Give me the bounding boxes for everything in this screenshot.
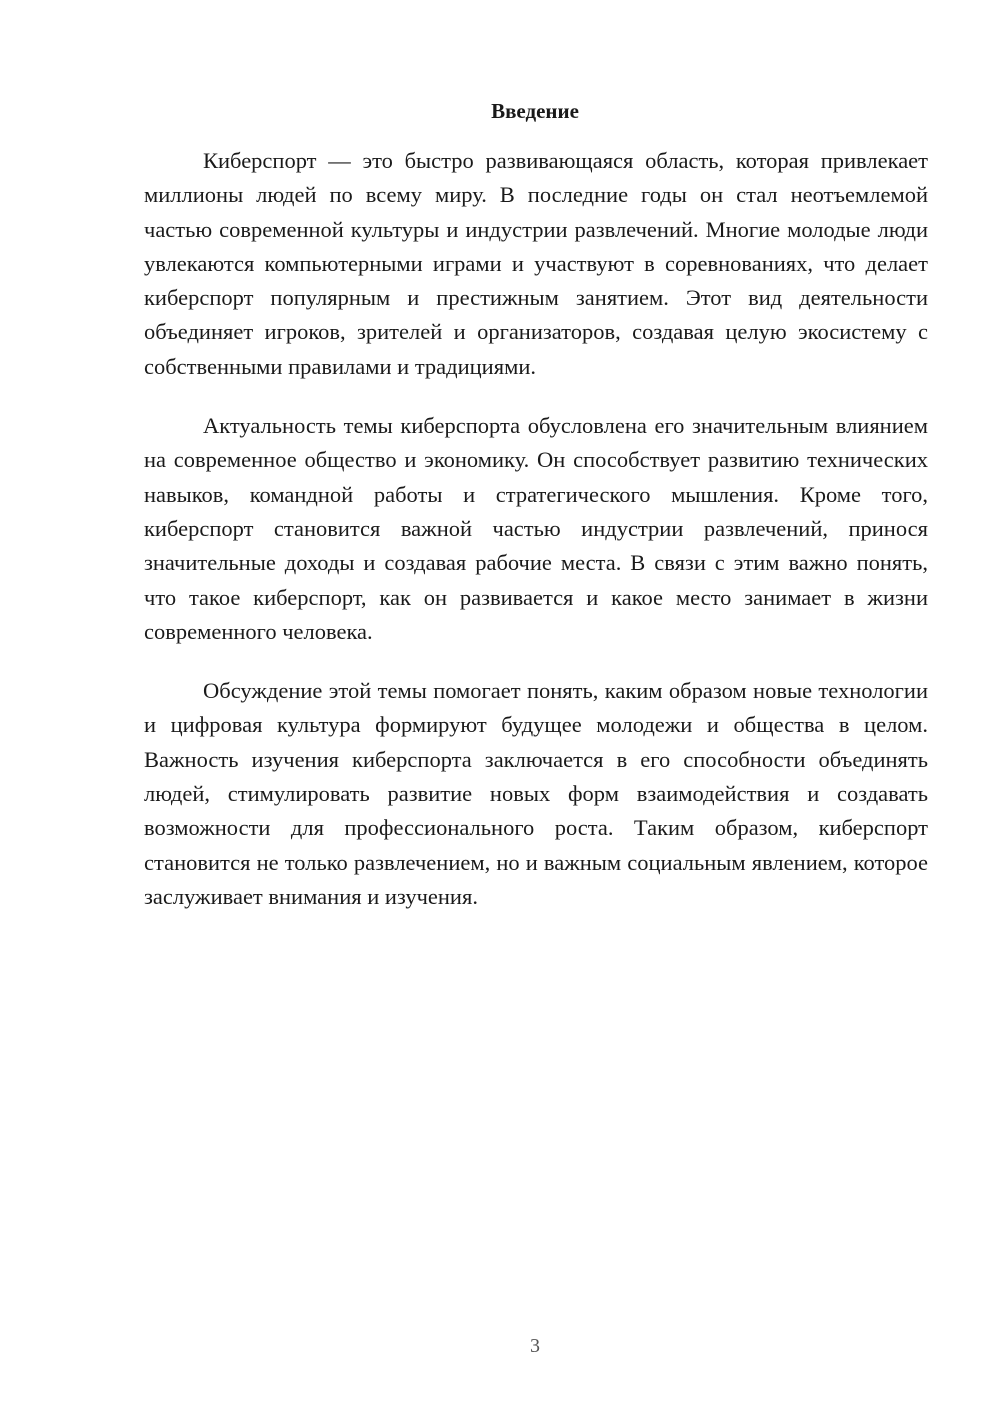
section-heading: Введение (491, 99, 579, 123)
paragraph-2: Актуальность темы киберспорта обусловлена его значительным влиянием на современное общество и экономику. Он способствует развитию технических навыков, командной работы и стратегического мышления. Кроме того, киберспорт становится важной частью индустрии развлечений, принося значительные доходы и создавая рабочие места. В связи с этим важно понять, что такое киберспорт, как он развивается и какое место занимает в жизни современного человека. (144, 413, 928, 644)
page-number: 3 (530, 1335, 540, 1357)
paragraph-1: Киберспорт — это быстро развивающаяся область, которая привлекает миллионы людей по всему миру. В последние годы он стал неотъемлемой частью современной культуры и индустрии развлечений. Многие молодые люди увлекаются компьютерными играми и участвуют в соревнованиях, что делает киберспорт популярным и престижным занятием. Этот вид деятельности объединяет игроков, зрителей и организаторов, создавая целую экосистему с собственными правилами и традициями. (144, 148, 928, 379)
paragraph-3: Обсуждение этой темы помогает понять, каким образом новые технологии и цифровая культура формируют будущее молодежи и общества в целом. Важность изучения киберспорта заключается в его способности объединять людей, стимулировать развитие новых форм взаимодействия и создавать возможности для профессионального роста. Таким образом, киберспорт становится не только развлечением, но и важным социальным явлением, которое заслуживает внимания и изучения. (144, 678, 928, 909)
body-text (144, 144, 928, 914)
